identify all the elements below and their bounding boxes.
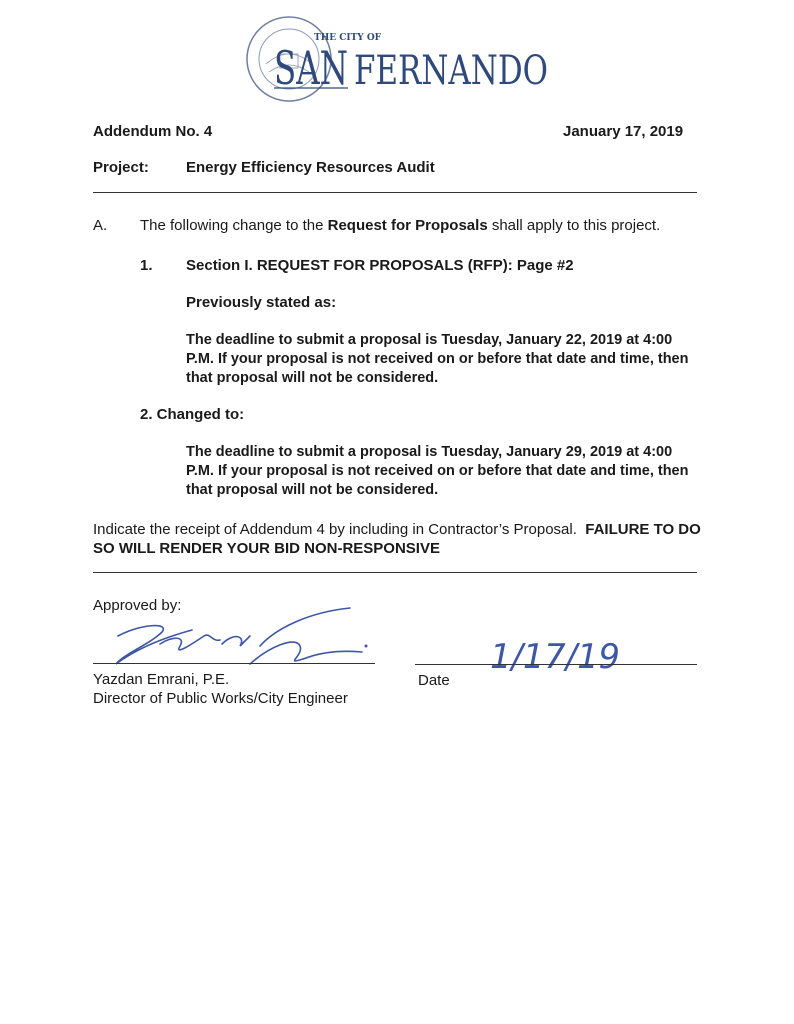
previous-deadline-text: The deadline to submit a proposal is Tuesday, January 22, 2019 at 4:00 P.M. If your proposal is not received on or before that date and time, then that proposal will not be considered. xyxy=(186,332,689,386)
item-1-number: 1. xyxy=(140,257,153,274)
logo-the-city-of: THE CITY OF xyxy=(314,33,382,43)
logo-fernando: FERNANDO xyxy=(354,48,548,94)
receipt-notice: Indicate the receipt of Addendum 4 by including in Contractor’s Proposal. FAILURE TO DO SO WILL RENDER YOUR BID NON-RESPONSIVE xyxy=(93,521,701,557)
addendum-date: January 17, 2019 xyxy=(563,123,684,140)
notice-divider xyxy=(93,572,697,573)
changed-deadline-text: The deadline to submit a proposal is Tuesday, January 29, 2019 at 4:00 P.M. If your proposal is not received on or before that date and time, then that proposal will not be considered. xyxy=(186,444,689,498)
project-label: Project: xyxy=(93,159,149,176)
svg-text:1/17/19: 1/17/19 xyxy=(490,637,620,677)
city-logo xyxy=(244,14,554,104)
failure-warning: FAILURE TO DO SO WILL RENDER YOUR BID NON-RESPONSIVE xyxy=(93,521,701,557)
signature-line xyxy=(93,663,375,664)
section-a-marker: A. xyxy=(93,217,108,234)
logo-san: SAN xyxy=(274,41,348,95)
approver-title: Director of Public Works/City Engineer xyxy=(93,690,348,707)
section-a-text: The following change to the Request for Proposals shall apply to this project. xyxy=(140,217,661,234)
approver-name: Yazdan Emrani, P.E. xyxy=(93,671,230,688)
addendum-number: Addendum No. 4 xyxy=(93,123,213,140)
project-name: Energy Efficiency Resources Audit xyxy=(186,159,435,176)
date-line xyxy=(415,664,697,665)
item-1-title: Section I. REQUEST FOR PROPOSALS (RFP): Page #2 xyxy=(186,257,574,274)
rfp-emphasis: Request for Proposals xyxy=(327,217,488,234)
previously-stated-label: Previously stated as: xyxy=(186,294,337,311)
signature-image xyxy=(100,606,380,676)
handwritten-date xyxy=(470,622,640,690)
item-2-label: 2. Changed to: xyxy=(140,406,245,423)
approved-by-label: Approved by: xyxy=(93,597,182,614)
date-label: Date xyxy=(418,672,450,689)
header-divider xyxy=(93,192,697,193)
